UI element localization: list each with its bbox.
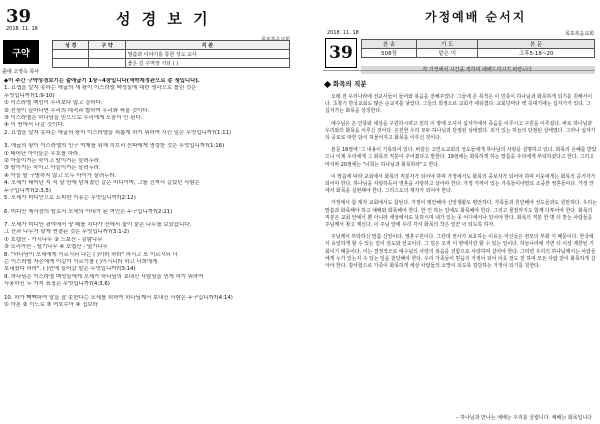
closing-signature: – 하나님과 만나는 예배는 우리를 살립니다. 예배는 화목입니다 [456, 415, 592, 421]
question-line: 7. 모세가 미디안 광야에서 양 떼를 치다가 산에서 불이 붙은 나무를 보았습니다. [4, 221, 192, 228]
question-line: 5. 모세가 미디안으로 도피한 이유는 무엇입니까?(2:12) [4, 195, 136, 202]
table-header: 찬 송 [362, 40, 417, 49]
question-line: 무엇입니까?(1:9-10) [4, 92, 55, 99]
divider [323, 70, 595, 71]
question-line: 9. 하나님은 이스라엘 백성들에게 모세가 하나님의 보내신 사람임을 믿게 하기 위하여 [4, 273, 204, 280]
worship-order-table [361, 39, 595, 58]
question-line: 2. 요셉을 알지 못하는 애굽의 왕이 이스라엘을 괴롭게 하기 위하여 시킨 일은 무엇입니까?(1:11) [4, 129, 232, 136]
question-line: 6. 미디안 제사장의 딸로서 모세의 아내가 된 여인은 누구입니까?(2:21) [4, 208, 173, 215]
question-line: 10. 하가 빽빽하여 말을 잘 못한다는 모세를 위하여 하나님께서 보내신 사람은 누구입니까?(4:14) [4, 294, 233, 301]
question-line: 누구입니까?(2:3,5) [4, 187, 51, 194]
family-worship-page [303, 0, 600, 424]
question-line: 그 산과 나무가 맞게 연결된 것은 무엇입니까?(3:1-2) [4, 229, 130, 236]
quiz-intro: ◆이 주간 구약성경보기는 출애굽기 1장~4장입니다(색박계정관으로 총 쟁입니다). [4, 78, 200, 84]
question-list [4, 85, 294, 309]
question-line: ③ 딸이거든 죽이고 아들이거든 살려두라. [4, 165, 101, 172]
question-line: ④ 아들 딸 구별하지 않고 모두 아이가 살려두라. [4, 172, 117, 179]
left-header [6, 6, 294, 36]
church-name: 목포복음교회 [565, 31, 594, 37]
quiz-section [4, 78, 294, 309]
question-line: ③ 이스라엘은 하나님을 믿으므로 우리에게 도움이 안 된다. [4, 115, 143, 122]
issue-number: 39 [325, 38, 357, 68]
question-line: ④ 이 땅에서 나갈 것이다. [4, 122, 65, 129]
paragraph: 가정에서 참 제자 교회에서도 참된다. 가정이 평안해야 신앙생활도 평안하다. 가족들과 원만해야 성도들과도 원만하다. 우리는 말씀과 화목해야 하고 예배와 화목해야 한다. 한 인 하는 일에도 화목해야 한다. 그리고 물질까지도 함께 다투어야 한다. 화목의 직분은 교회 안에서 뿐 아니라 세상에서도 뜻하시며 내가 있는 곳 어디에서나 있어야 한다. 화목의 직분 한 명 더 받는 사람들을 주님께서 찾고 계신다. 이 주님 앞에 우리 각자 화목의 작은 일꾼 이 되도록 하자. [325, 200, 597, 229]
question-line: ① 이스라엘 백성이 우리보다 많고 강하다. [4, 100, 103, 107]
table-row: 말씀과 이야기를 통한 성도 교사 [53, 50, 290, 59]
section-title: 화목의 직분 [325, 79, 367, 88]
reading-table [52, 40, 290, 68]
question-line: 1. 요셉을 알지 못하는 애굽의 새 왕이 이스라엘 백성들에 대한 생각으로 틀린 것은 [4, 85, 197, 92]
testament-label: 구약 [3, 40, 39, 64]
question-line: ① 호렙산 - 가시나무 ② 느보산 - 감람나무 [4, 236, 103, 243]
table-row: 좋은 길 구역장 기타 ( ) [53, 59, 290, 68]
question-line: 8. "하나님이 모세에게 이르시되 나는 ( )이라 하라" 하시고 또 이르시되 너 [4, 251, 178, 258]
question-line: ② 전쟁이 일어나면 우리의 대적과 합하여 우리와 싸울 것이다. [4, 107, 150, 114]
paragraph: 주님께서 부탁하신 말씀 신앙이다. 영혼구원이다. 그런데 천사가 보호하는 이유는 자신들은 천모의 부화 기 때문이다. 한국에서 유일하게 할 수 있는 일이 전도와 선교이다. 그 일은 오직 이 땅에서만 할 수 있는 일이다. 하늘나라에 가면 더 이상 제한된 기회이기 때문이다. 이는 결정적으로 예수님의 사랑의 복음을 전함으로 사랑하며 살아야 한다. 그러면 우리의 하나님께서는 사람들에게 누가 있는지 수 있는 일을 감당해야 한다. 우리 가족들이 믿음의 가정이 되어 이웃 전도 잘 하며 모든 사람 같이 화목하게 살아야 한다. 감사함으로 가족이 화목하게 세상 사람들의 소망이 되도록 감당하는 가정이 되기를 원한다. [325, 234, 596, 270]
question-line: 4. 모세가 태어난 지 석 달 만에 담쳐졌던 갈은 어디이며, 그를 건져서 길렀던 사람은 [4, 180, 200, 187]
sermon-text [325, 94, 597, 275]
question-line: ① 태어난 아이들은 우호를 하라. [4, 150, 80, 157]
paragraph: 예수님은 온 인류와 세상을 구원하시려고 친히 이 땅에 오셔서 십자가에서 죽음을 이루시고 구원을 이루셨다. 바로 하나님과 우리와의 화목을 이루신 것이다. 온전한 우리 모두 하나님과 단절된 상태였다. 죄가 있는 하늘의 단절된 상태였다. 그러나 십자가의 공로로 막힌 담이 허물어지고 화목을 이루신 것이다. [325, 120, 596, 142]
diamond-bullet-icon [324, 80, 331, 87]
question-line: 3. 애굽의 왕이 이스라엘의 인구 억제를 위해 히브리 산파에게 명령한 것은 무엇입니까?(1:16) [4, 143, 225, 150]
page-title: 성 경 보 기 [116, 10, 211, 28]
table-row: 508장 맡은 이 고후5:18~20 [362, 49, 595, 58]
issue-number: 39 [6, 6, 32, 27]
question-line: ③ 모리아산 - 떨기나무 ④ 호렙산 - 떨기나무 [4, 244, 108, 251]
worship-date: 2018. 11. 18 [327, 30, 359, 36]
paragraph: 본문 18절에 '그 내용이 기록되어 있다. 바울은 고린도교회의 성도들에게 하나님의 사랑을 설명하고 있다. 화목의 은혜를 받았으니 이제 우리에게 그 화목의 직분이 주어졌다고 말한다. 19절에는 화목하게 하는 말씀을 우리에게 부탁하셨다고 한다. 그리고 마지막 20절에는 "너희는 하나님과 화목하라"고 한다. [325, 147, 597, 168]
table-header: 성 경 [53, 41, 89, 50]
paragraph: 이 말씀에 따라 교회에서 화목의 직분자가 되어야 하며 가정에서도 화목의 중보자가 되어야 하며 이웃에게는 화목의 증거자가 되어야 한다. 하나님을 사랑하듯이 영혼을 사랑하고 살아야 한다. 가정 가까이 있는 가족들이야말로 소중한 영혼들이다. 가정 안에서 화목을 실현해야 한다. 그리스도의 제자가 되어야 한다. [325, 173, 596, 195]
table-header: 구 약 [89, 41, 125, 50]
issue-date: 2018. 11. 18 [6, 26, 38, 32]
worship-title: 가정예배 순서지 [425, 10, 527, 24]
table-header: 본 문 [478, 40, 595, 49]
paragraph: 오래 전 우리나라에 선교사들이 들어와 복음을 전해주었다. 그들에 온 목적은 이 민족이 하나님과 화목하게 되기를 원해서이다. 초창기 한국교회도 많은 순교자를 낳았다. 그들의 희생으로 교회가 세워졌다. 교회당마다 벽 꼭대기에는 십자가가 있다. 그 십자가는 화목을 상징한다. [325, 94, 593, 115]
worship-notice: 각 가정에서 시간을 정하여 예배드리시기 바랍니다. [361, 66, 595, 74]
question-line: ① 아론 ② 이드로 ③ 여호수아 ④ 십보라 [4, 301, 98, 308]
question-line: 는 이스라엘 자손에게 이같이 이르기를 ( )이시니라 하고 너희에게 [4, 258, 158, 265]
question-line: 사용하신 두 가지 표징은 무엇입니까?(4:3,6) [4, 281, 110, 288]
author-note: 출애 고영옥 목사 [2, 69, 39, 75]
table-header: 직 관 [125, 41, 289, 50]
table-header: 기 도 [417, 40, 478, 49]
question-line: 보내셨다 하라". ( )안에 들어갈 말은 무엇입니까?(3:14) [4, 266, 136, 273]
question-line: ② 아들이거든 죽이고 딸이거든 살려두라. [4, 158, 101, 165]
